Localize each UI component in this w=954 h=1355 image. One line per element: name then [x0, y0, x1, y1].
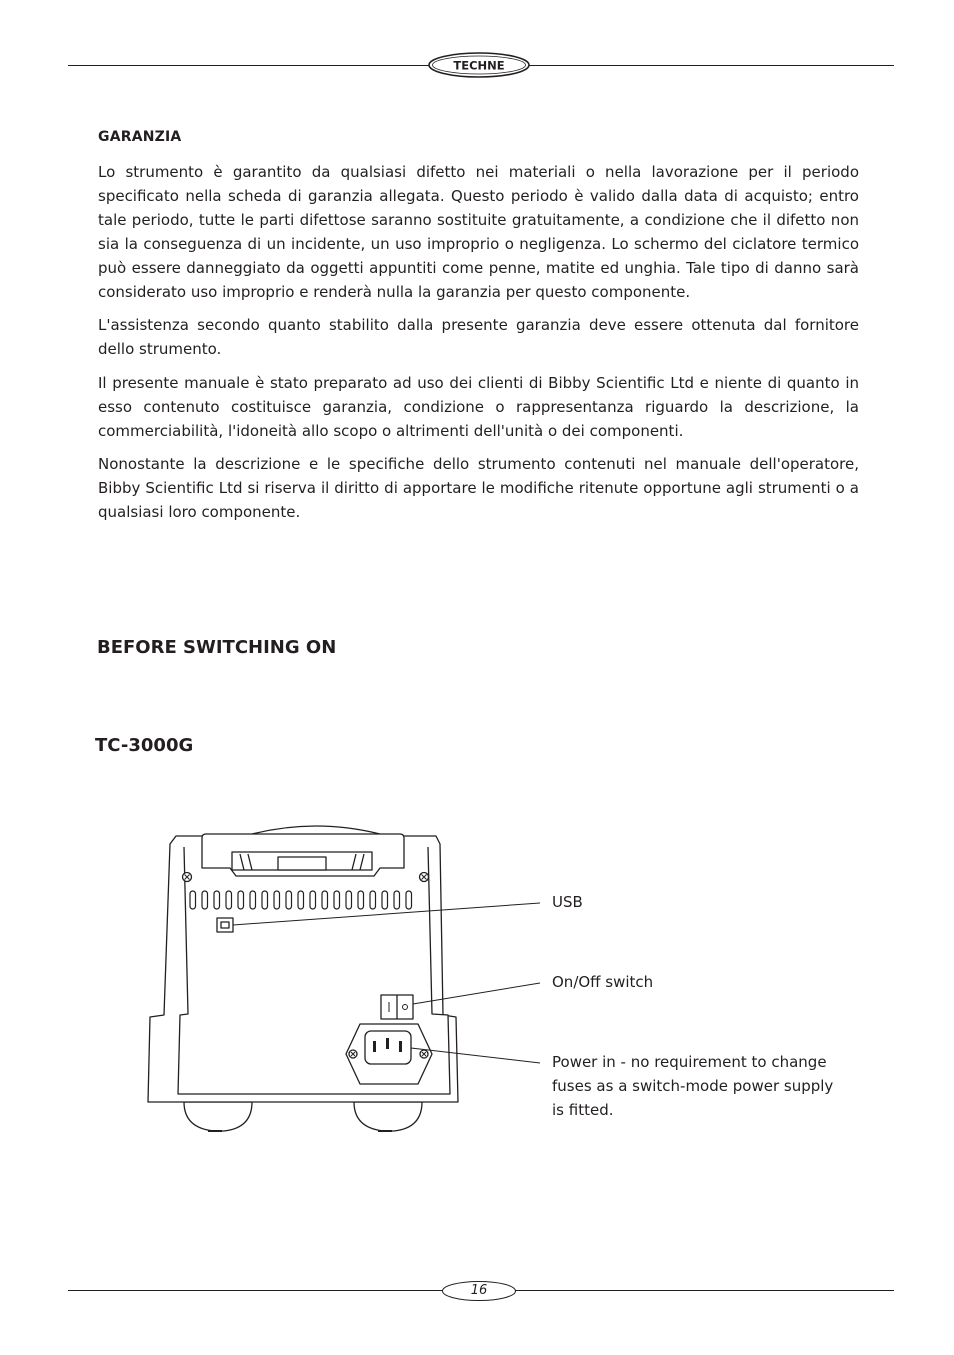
techne-logo-text: TECHNE — [453, 58, 505, 73]
inlet-pin-right — [399, 1041, 402, 1052]
vent-slot — [370, 891, 376, 909]
handle-label — [278, 857, 326, 870]
vent-slot — [250, 891, 256, 909]
vent-slot — [406, 891, 412, 909]
footer-rule-left — [68, 1290, 443, 1291]
right-foot — [354, 1102, 422, 1131]
heading-before-switching-on: BEFORE SWITCHING ON — [97, 637, 337, 658]
heading-model: TC-3000G — [95, 735, 194, 756]
vent-slot — [238, 891, 244, 909]
inlet-pin-left — [373, 1041, 376, 1052]
paragraph-garanzia-2: L'assistenza secondo quanto stabilito dalla presente garanzia deve essere ottenuta dal fornitore dello strumento. — [98, 316, 859, 358]
paragraph-garanzia-3: Il presente manuale è stato preparato ad uso dei clienti di Bibby Scientific Ltd e niente di quanto in esso contenuto costituisce garanzia, condizione o rappresentanza riguardo la descrizione, la commerciabilità, l'idoneità allo scopo o altrimenti dell'unità o dei componenti. — [98, 374, 859, 440]
header-rule-right — [528, 65, 894, 66]
vent-slot — [358, 891, 364, 909]
vent-slot — [310, 891, 316, 909]
callout-onoff-switch: On/Off switch — [552, 973, 654, 991]
header-rule-left — [68, 65, 430, 66]
vent-slot — [382, 891, 388, 909]
vent-slot — [226, 891, 232, 909]
vent-slot — [334, 891, 340, 909]
page-number-badge — [441, 1280, 517, 1302]
callout-power-in-line2: fuses as a switch-mode power supply — [552, 1077, 834, 1095]
callout-power-in-line1: Power in - no requirement to change — [552, 1053, 827, 1071]
vent-slot — [322, 891, 328, 909]
inlet-pin-middle — [386, 1038, 389, 1049]
vent-slot — [394, 891, 400, 909]
vent-slot — [262, 891, 268, 909]
techne-logo — [427, 51, 531, 79]
paragraph-garanzia-4: Nonostante la descrizione e le specifiche dello strumento contenuti nel manuale dell'operatore, Bibby Scientific Ltd si riserva il diritto di apportare le modifiche ritenute opportune agli strumenti o a qualsiasi loro componente. — [98, 455, 859, 521]
vent-slot — [214, 891, 220, 909]
callout-usb: USB — [552, 893, 583, 911]
vent-slot — [274, 891, 280, 909]
page-number: 16 — [470, 1283, 488, 1298]
callout-power-in-line3: is fitted. — [552, 1101, 614, 1119]
section-title-garanzia: GARANZIA — [98, 129, 182, 145]
left-foot — [184, 1102, 252, 1131]
vent-slot — [298, 891, 304, 909]
vent-slot — [190, 891, 196, 909]
vent-slot — [286, 891, 292, 909]
vent-slot — [346, 891, 352, 909]
lid-dome — [252, 826, 380, 834]
usb-port-inner — [221, 922, 229, 928]
vent-slot — [202, 891, 208, 909]
paragraph-garanzia-1: Lo strumento è garantito da qualsiasi difetto nei materiali o nella lavorazione per il periodo specificato nella scheda di garanzia allegata. Questo periodo è valido dalla data di acquisto; entro tale periodo, tutte le parti difettose saranno sostituite gratuitamente, a condizione che il difetto non sia la conseguenza di un incidente, un uso improprio o negligenza. Lo schermo del ciclatore termico può essere danneggiato da oggetti appuntiti come penne, matite ed unghia. Tale tipo di danno sarà considerato uso improprio e renderà nulla la garanzia per questo componente. — [98, 163, 859, 301]
footer-rule-right — [515, 1290, 894, 1291]
